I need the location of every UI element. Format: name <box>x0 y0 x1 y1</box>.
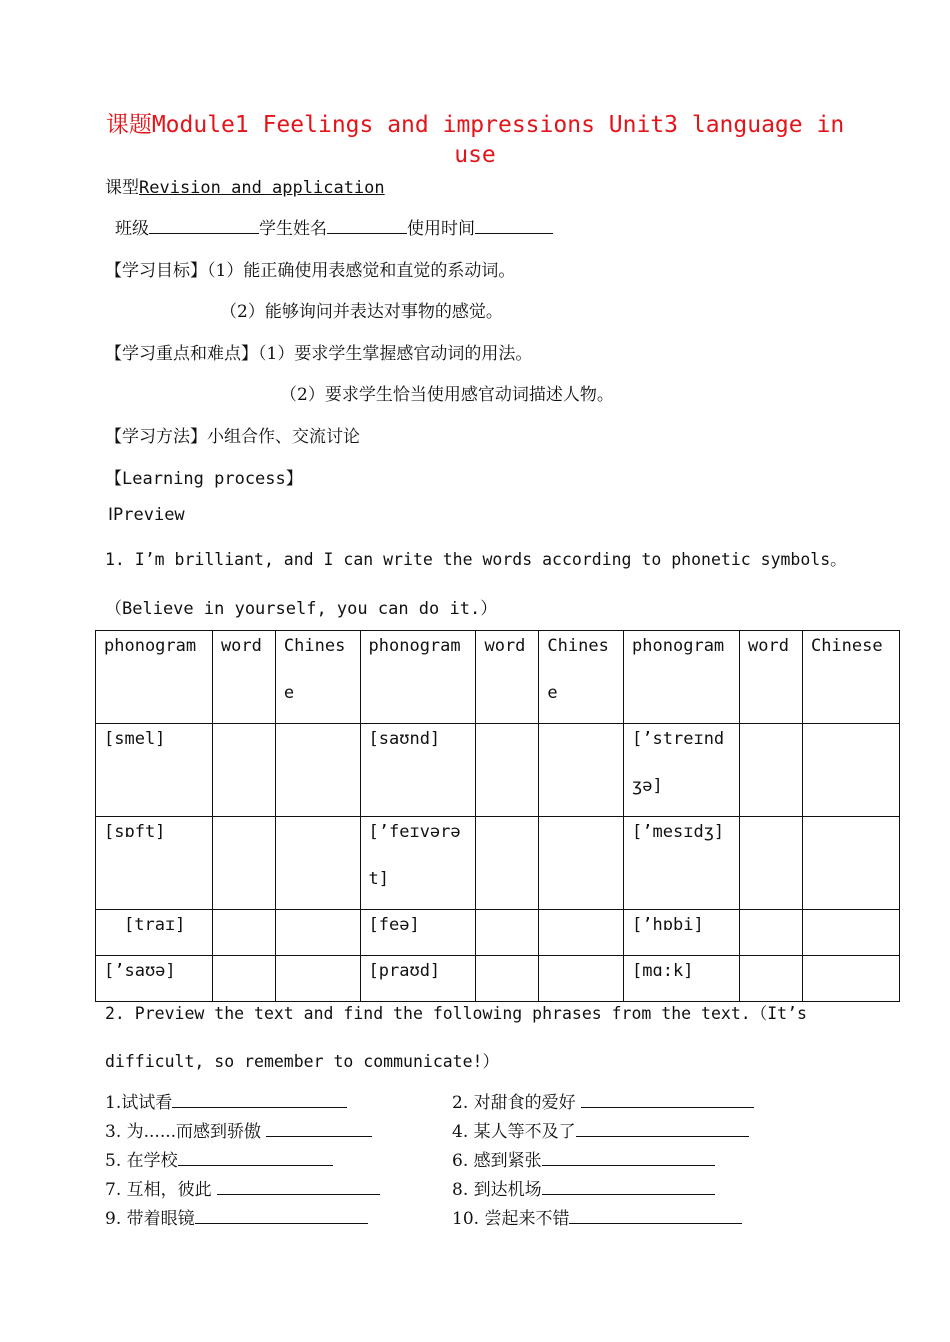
word-answer-cell[interactable] <box>476 724 539 817</box>
method-row <box>105 422 360 447</box>
chinese-answer-cell[interactable] <box>275 817 360 910</box>
phonogram-cell: [smel] <box>96 724 213 817</box>
task-1-note: （Believe in yourself, you can do it.） <box>105 599 498 619</box>
table-row <box>96 956 900 1002</box>
phonogram-cell: [’saʊə] <box>96 956 213 1002</box>
phrase-item <box>452 1088 754 1113</box>
page-title: 课题Module1 Feelings and impressions Unit3 language in use <box>105 112 845 168</box>
focus-row <box>105 339 532 364</box>
name-label: 学生姓名 <box>259 219 327 239</box>
name-blank[interactable] <box>327 216 407 234</box>
phonogram-cell: [’mesɪdʒ] <box>624 817 740 910</box>
phrase-item <box>452 1146 715 1171</box>
chinese-answer-cell[interactable] <box>539 910 624 956</box>
phrase-item <box>105 1146 333 1171</box>
phrase-item <box>452 1175 715 1200</box>
header-cell: phonogram <box>96 631 213 724</box>
phrase-item <box>105 1175 380 1200</box>
chinese-answer-cell[interactable] <box>275 910 360 956</box>
chinese-answer-cell[interactable] <box>275 956 360 1002</box>
word-answer-cell[interactable] <box>740 956 803 1002</box>
phrase-item <box>452 1117 749 1142</box>
course-type-value: Revision and application <box>139 178 385 198</box>
phonogram-cell: [’feɪvərət] <box>360 817 476 910</box>
focus-label: 【学习重点和难点】 <box>105 344 258 364</box>
phrase-blank[interactable] <box>542 1148 715 1166</box>
word-answer-cell[interactable] <box>740 910 803 956</box>
chinese-answer-cell[interactable] <box>539 724 624 817</box>
header-cell: phonogram <box>360 631 476 724</box>
phonogram-cell: [’streɪndʒə] <box>624 724 740 817</box>
header-cell: Chinese <box>275 631 360 724</box>
goals-label: 【学习目标】 <box>105 261 207 281</box>
phrase-label: 6. 感到紧张 <box>452 1151 542 1171</box>
phrase-label: 2. 对甜食的爱好 <box>452 1093 576 1113</box>
phrase-blank[interactable] <box>569 1206 742 1224</box>
task-2-line-1: 2. Preview the text and find the following phrases from the text.（It’s <box>105 1004 807 1023</box>
focus-1: （1）要求学生掌握感官动词的用法。 <box>258 344 533 364</box>
word-answer-cell[interactable] <box>212 910 275 956</box>
course-type-row <box>105 173 385 198</box>
student-info-row <box>115 214 553 239</box>
time-label: 使用时间 <box>407 219 475 239</box>
class-label: 班级 <box>115 219 149 239</box>
phrase-label: 4. 某人等不及了 <box>452 1122 576 1142</box>
chinese-answer-cell[interactable] <box>802 956 899 1002</box>
word-answer-cell[interactable] <box>212 724 275 817</box>
chinese-answer-cell[interactable] <box>539 817 624 910</box>
phrase-blank[interactable] <box>217 1177 380 1195</box>
phonogram-cell: [’hɒbi] <box>624 910 740 956</box>
preview-heading: ⅠPreview <box>108 505 185 525</box>
goal-2: （2）能够询问并表达对事物的感觉。 <box>220 302 503 322</box>
phrase-label: 3. 为......而感到骄傲 <box>105 1122 262 1142</box>
phrase-label: 8. 到达机场 <box>452 1180 542 1200</box>
phrase-label: 10. 尝起来不错 <box>452 1209 570 1229</box>
chinese-answer-cell[interactable] <box>275 724 360 817</box>
phonogram-cell: [traɪ] <box>96 910 213 956</box>
focus-2: （2）要求学生恰当使用感官动词描述人物。 <box>280 385 614 405</box>
phonogram-cell: [praʊd] <box>360 956 476 1002</box>
class-blank[interactable] <box>149 216 259 234</box>
phrase-blank[interactable] <box>172 1090 347 1108</box>
header-cell: Chinese <box>539 631 624 724</box>
goal-1: （1）能正确使用表感觉和直觉的系动词。 <box>207 261 516 281</box>
phonogram-cell: [saʊnd] <box>360 724 476 817</box>
phrase-item <box>105 1117 372 1142</box>
word-answer-cell[interactable] <box>212 817 275 910</box>
method-label: 【学习方法】 <box>105 427 207 447</box>
word-answer-cell[interactable] <box>476 956 539 1002</box>
word-answer-cell[interactable] <box>740 817 803 910</box>
header-cell: word <box>740 631 803 724</box>
phrase-label: 7. 互相，彼此 <box>105 1180 212 1200</box>
phrase-item <box>105 1204 368 1229</box>
chinese-answer-cell[interactable] <box>802 910 899 956</box>
phrase-label: 9. 带着眼镜 <box>105 1209 195 1229</box>
word-answer-cell[interactable] <box>740 724 803 817</box>
phonogram-cell: [sɒft] <box>96 817 213 910</box>
table-row <box>96 817 900 910</box>
course-type-label: 课型 <box>105 178 139 198</box>
header-cell: word <box>212 631 275 724</box>
task-2-line-2: difficult, so remember to communicate!） <box>105 1052 499 1071</box>
header-cell: phonogram <box>624 631 740 724</box>
method-value: 小组合作、交流讨论 <box>207 427 360 447</box>
phonogram-cell: [mɑ:k] <box>624 956 740 1002</box>
chinese-answer-cell[interactable] <box>802 817 899 910</box>
phrase-label: 1.试试看 <box>105 1093 173 1113</box>
phrase-blank[interactable] <box>581 1090 754 1108</box>
time-blank[interactable] <box>475 216 553 234</box>
phrase-label: 5. 在学校 <box>105 1151 178 1171</box>
phrase-blank[interactable] <box>195 1206 368 1224</box>
phrase-item <box>105 1088 347 1113</box>
word-answer-cell[interactable] <box>212 956 275 1002</box>
table-row <box>96 910 900 956</box>
table-header-row <box>96 631 900 724</box>
header-cell: Chinese <box>802 631 899 724</box>
phonetic-table <box>95 630 900 1002</box>
word-answer-cell[interactable] <box>476 817 539 910</box>
goals-row <box>105 256 515 281</box>
chinese-answer-cell[interactable] <box>539 956 624 1002</box>
phrase-blank[interactable] <box>266 1119 372 1137</box>
header-cell: word <box>476 631 539 724</box>
task-1: 1. I’m brilliant, and I can write the words according to phonetic symbols。 <box>105 550 847 569</box>
chinese-answer-cell[interactable] <box>802 724 899 817</box>
process-heading: 【Learning process】 <box>105 469 303 489</box>
table-row <box>96 724 900 817</box>
phrase-blank[interactable] <box>178 1148 333 1166</box>
phonogram-cell: [feə] <box>360 910 476 956</box>
phrase-item <box>452 1204 742 1229</box>
phrase-blank[interactable] <box>576 1119 749 1137</box>
phrase-blank[interactable] <box>542 1177 715 1195</box>
word-answer-cell[interactable] <box>476 910 539 956</box>
